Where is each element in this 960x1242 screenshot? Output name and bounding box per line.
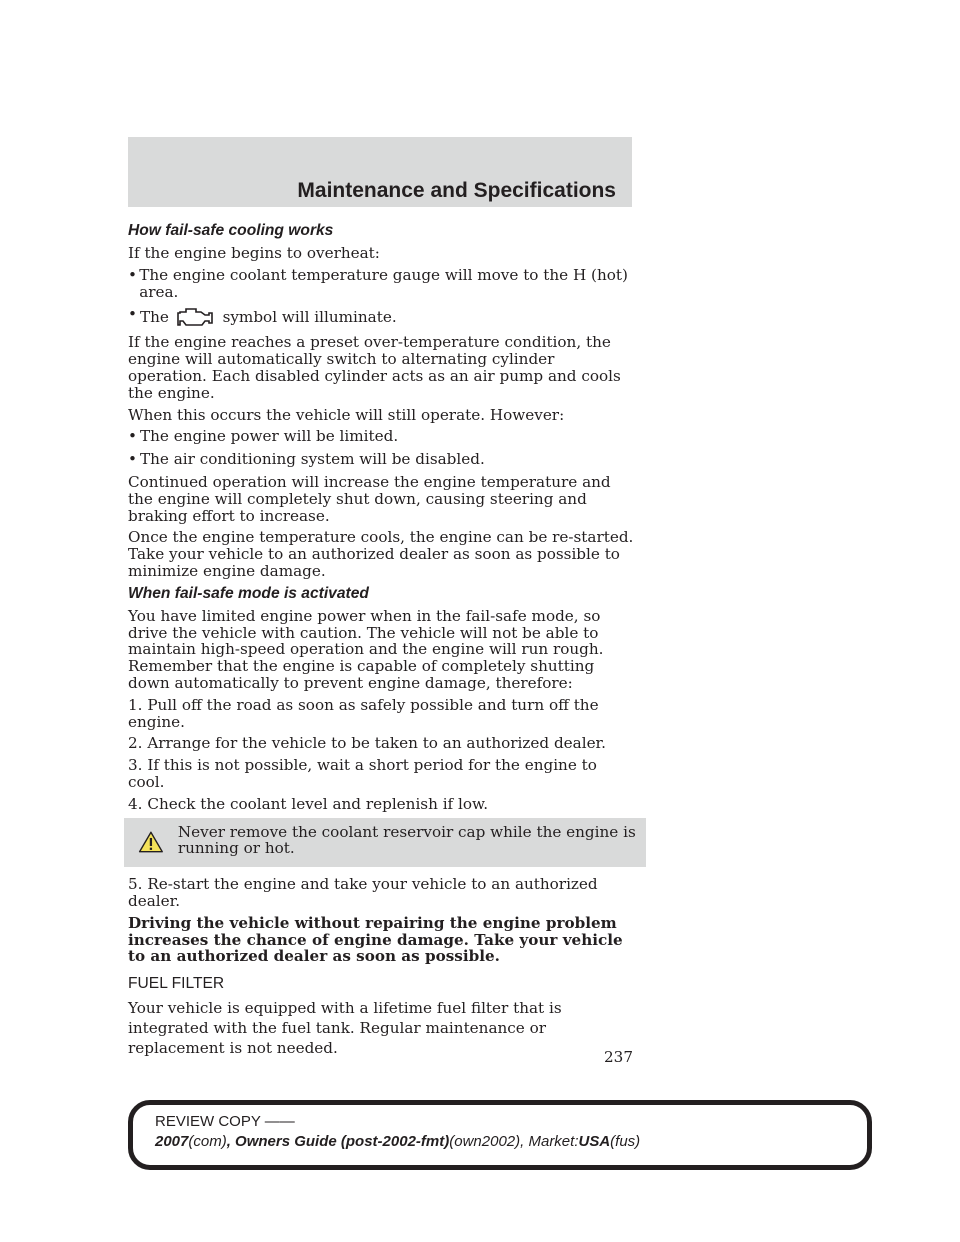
paragraph-bold-warning: Driving the vehicle without repairing the engine problem increases the chance of engine damage. Take your vehicle to an authorized dealer as soon as possible. (128, 913, 623, 966)
heading-failsafe: How fail-safe cooling works (128, 222, 334, 239)
warning-triangle-icon (138, 828, 164, 856)
body-text (128, 222, 636, 1063)
review-copy-box (128, 1100, 872, 1170)
warning-box (124, 818, 646, 868)
engine-check-icon (176, 306, 216, 328)
bullet-power: • The engine power will be limited. (128, 427, 399, 446)
paragraph-limited: You have limited engine power when in the fail-safe mode, so drive the vehicle with caution. The vehicle will not be able to maintain high-speed operation and the engine will run rough. Remember that the engine is capable of completely shutting down automatically to prevent engine damage, therefore: (128, 606, 604, 692)
header-band (128, 137, 632, 207)
page-title: Maintenance and Specifications (297, 179, 616, 202)
step-3: 3. If this is not possible, wait a short period for the engine to cool. (128, 756, 597, 791)
paragraph-preset: If the engine reaches a preset over-temperature condition, the engine will automatically switch to alternating cylinder operation. Each disabled cylinder acts as an air pump and cools the engine. (128, 333, 621, 402)
paragraph-overheat: If the engine begins to overheat: (128, 244, 380, 262)
bullet-symbol: • The symbol will illuminate. (128, 305, 397, 327)
warning-text: Never remove the coolant reservoir cap while the engine is running or hot. (177, 822, 636, 858)
bullet-gauge: • The engine coolant temperature gauge will move to the H (hot) area. (128, 265, 628, 301)
bullet-ac: • The air conditioning system will be disabled. (128, 450, 485, 469)
paragraph-continued: Continued operation will increase the engine temperature and the engine will completely shut down, causing steering and braking effort to increase. (128, 472, 611, 525)
review-copy-details: 2007(com), Owners Guide (post-2002-fmt)(own2002), Market:USA(fus) (155, 1133, 641, 1150)
heading-activated: When fail-safe mode is activated (128, 584, 369, 602)
step-1: 1. Pull off the road as soon as safely possible and turn off the engine. (128, 695, 599, 731)
step-2: 2. Arrange for the vehicle to be taken to an authorized dealer. (128, 734, 606, 753)
review-copy-label: REVIEW COPY —— (155, 1113, 295, 1130)
step-4: 4. Check the coolant level and replenish if low. (128, 794, 489, 813)
heading-fuel-filter: FUEL FILTER (128, 975, 225, 993)
page-number: 237 (604, 1048, 633, 1066)
paragraph-once: Once the engine temperature cools, the engine can be re-started. Take your vehicle to an authorized dealer as soon as possible to minimize engine damage. (128, 528, 634, 580)
paragraph-occurs: When this occurs the vehicle will still operate. However: (128, 405, 565, 424)
paragraph-fuel: Your vehicle is equipped with a lifetime fuel filter that is integrated with the fuel tank. Regular maintenance or replacement is not needed. (128, 999, 562, 1058)
step-5: 5. Re-start the engine and take your vehicle to an authorized dealer. (128, 875, 598, 910)
